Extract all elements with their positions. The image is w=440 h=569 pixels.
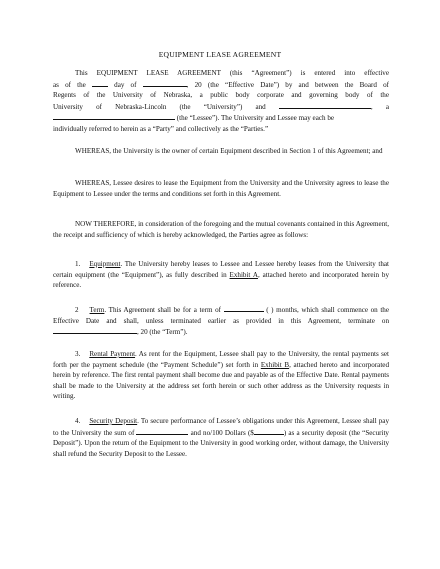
- intro-paragraph: [53, 68, 389, 135]
- deposit-amount-blank: [254, 427, 284, 435]
- intro-lessee: (the “Lessee”). The University and Lessee may each be: [176, 114, 335, 123]
- intro-as-of: as of the: [53, 80, 86, 89]
- section-4-text-a: . To secure performance of Lessee’s obligations under this Agreement, Lessee shall pay to the University the sum of: [53, 417, 390, 437]
- section-4-number: 4.: [75, 417, 81, 425]
- intro-line-1: This EQUIPMENT LEASE AGREEMENT (this “Agreement”) is entered into effective: [75, 69, 389, 77]
- section-1-text-a: . The University hereby leases to Lessee and Lessee hereby leases from the University that certain equipment (the “Equipment”), as fully described in: [53, 260, 389, 279]
- intro-a: , a: [370, 102, 389, 111]
- section-2-heading: Term: [89, 306, 105, 314]
- lessee-type-blank: [53, 112, 175, 120]
- whereas-owner-paragraph: WHEREAS, the University is the owner of certain Equipment described in Section 1 of this Agreement; and: [75, 147, 383, 155]
- section-3-number: 3.: [75, 350, 81, 358]
- intro-line-6: individually referred to herein as a “Party” and collectively as the “Parties.”: [53, 124, 269, 133]
- intro-line-5: [53, 112, 389, 124]
- section-4-dollar: ($: [247, 428, 254, 437]
- section-2-text-b: ( ) months, which shall commence on the Effective Date and shall, unless terminated earlier as provided in this Agreement, terminate on: [53, 306, 389, 325]
- section-4-text-b: and no/100 Dollars: [190, 428, 246, 437]
- section-4-text-c: ) as a security deposit (the “Security Deposit”). Upon the return of the Equipment to the University in good working order, without damage, the University shall refund the Security Deposit to the Lessee.: [53, 428, 389, 458]
- section-1-heading: Equipment: [89, 260, 121, 268]
- whereas-lease-paragraph: WHEREAS, Lessee desires to lease the Equipment from the University and the University agrees to lease the Equipment to Lessee under the terms and conditions set forth in this Agreement.: [53, 179, 389, 198]
- section-3-text-a: . As rent for the Equipment, Lessee shall pay to the University, the rental payments set forth per the payment schedule (the “Payment Schedule”) set forth in: [53, 350, 389, 369]
- section-2-text-a: . This Agreement shall be for a term of: [104, 306, 221, 314]
- section-security-deposit: [53, 416, 389, 459]
- intro-university-and: University of Nebraska-Lincoln (the “University”) and: [53, 102, 266, 111]
- lessee-name-blank: [279, 101, 371, 109]
- section-3-text-b: , attached hereto and incorporated herein by reference. The first rental payment shall become due and payable as of the Effective Date. Rental payments shall be made to the University at the address set forth herein or such other address as the University requests in writing.: [53, 360, 389, 401]
- section-equipment: [53, 259, 389, 291]
- intro-line-3: Regents of the University of Nebraska, a public body corporate and governing body of the: [53, 91, 389, 100]
- document-title: EQUIPMENT LEASE AGREEMENT: [158, 50, 282, 59]
- termination-date-blank: [53, 326, 137, 334]
- intro-effective-date: , 20 (the “Effective Date”) by and between the Board of: [186, 80, 389, 89]
- section-1-text-b: , attached hereto and incorporated herein by reference.: [53, 270, 389, 290]
- section-term: [53, 304, 389, 338]
- exhibit-a-reference: Exhibit A: [229, 270, 258, 279]
- day-blank: [92, 79, 108, 87]
- section-4-heading: Security Deposit: [89, 417, 138, 425]
- term-words-blank: [224, 304, 264, 312]
- section-rental-payment: [53, 349, 389, 402]
- intro-line-2: [53, 79, 389, 91]
- intro-day-of: day of: [114, 80, 137, 89]
- exhibit-b-reference: Exhibit B: [260, 360, 290, 369]
- now-therefore-paragraph: NOW THEREFORE, in consideration of the foregoing and the mutual covenants contained in this Agreement, the receipt and sufficiency of which is hereby acknowledged, the Parties agree as follows:: [53, 220, 389, 239]
- section-1-number: 1.: [75, 260, 81, 268]
- section-3-heading: Rental Payment: [89, 350, 136, 358]
- intro-line-4: [53, 101, 389, 113]
- deposit-words-blank: [136, 427, 188, 435]
- month-blank: [143, 79, 187, 87]
- section-2-text-c: , 20 (the “Term”).: [137, 328, 188, 337]
- section-2-number: 2: [75, 306, 79, 314]
